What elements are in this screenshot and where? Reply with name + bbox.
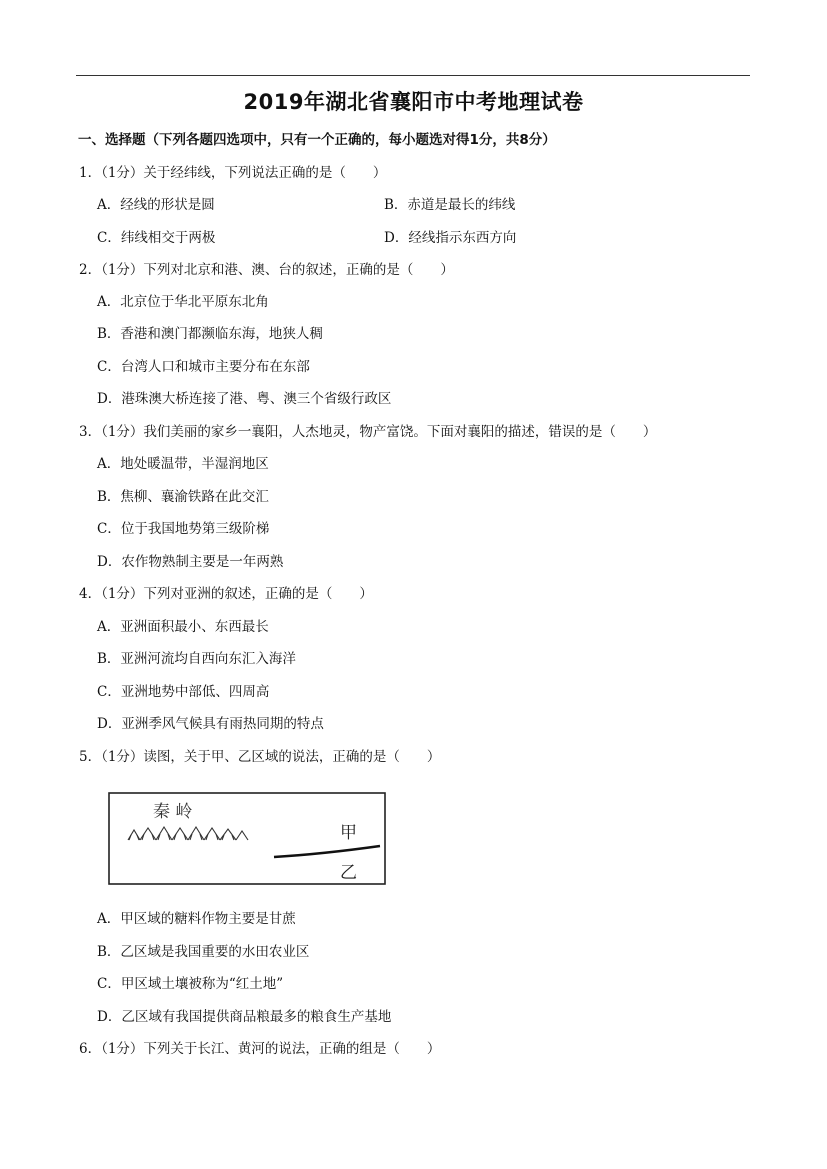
header-rule [76, 75, 750, 76]
question-1-option-d[interactable]: D．经线指示东西方向 [384, 230, 517, 246]
question-2-stem: 2．（1分）下列对北京和港、澳、台的叙述，正确的是（ ） [79, 262, 454, 278]
question-3-option-c[interactable]: C．位于我国地势第三级阶梯 [97, 521, 270, 537]
question-5-option-b[interactable]: B．乙区域是我国重要的水田农业区 [97, 944, 310, 960]
question-5-stem: 5．（1分）读图，关于甲、乙区域的说法，正确的是（ ） [79, 749, 441, 765]
question-3-option-a[interactable]: A．地处暖温带，半湿润地区 [97, 456, 269, 472]
question-3-stem: 3．（1分）我们美丽的家乡一襄阳，人杰地灵，物产富饶。下面对襄阳的描述，错误的是（ ） [79, 424, 657, 440]
question-3-option-b[interactable]: B．焦柳、襄渝铁路在此交汇 [97, 489, 269, 505]
question-4-stem: 4．（1分）下列对亚洲的叙述，正确的是（ ） [79, 586, 373, 602]
question-1-option-a[interactable]: A．经线的形状是圆 [97, 197, 215, 213]
page-title: 2019年湖北省襄阳市中考地理试卷 [243, 90, 584, 114]
section-heading: 一、选择题（下列各题四选项中，只有一个正确的，每小题选对得1分，共8分） [78, 132, 556, 148]
question-3-option-d[interactable]: D．农作物熟制主要是一年两熟 [97, 554, 284, 570]
question-4-option-c[interactable]: C．亚洲地势中部低、四周高 [97, 684, 270, 700]
region-yi-label: 乙 [340, 863, 357, 883]
question-2-option-b[interactable]: B．香港和澳门都濒临东海，地狭人稠 [97, 326, 323, 342]
question-2-option-a[interactable]: A．北京位于华北平原东北角 [97, 294, 269, 310]
qinling-label: 秦 岭 [153, 802, 193, 822]
question-5-option-c[interactable]: C．甲区域土壤被称为“红土地” [97, 976, 284, 992]
question-4-option-a[interactable]: A．亚洲面积最小、东西最长 [97, 619, 269, 635]
question-6-stem: 6．（1分）下列关于长江、黄河的说法，正确的组是（ ） [79, 1041, 441, 1057]
question-1-option-c[interactable]: C．纬线相交于两极 [97, 230, 216, 246]
question-5-option-a[interactable]: A．甲区域的糖料作物主要是甘蔗 [97, 911, 296, 927]
question-4-option-d[interactable]: D．亚洲季风气候具有雨热同期的特点 [97, 716, 324, 732]
question-2-option-d[interactable]: D．港珠澳大桥连接了港、粤、澳三个省级行政区 [97, 391, 392, 407]
question-2-option-c[interactable]: C．台湾人口和城市主要分布在东部 [97, 359, 310, 375]
region-jia-label: 甲 [340, 823, 357, 843]
question-1-option-b[interactable]: B．赤道是最长的纬线 [384, 197, 516, 213]
question-1-stem: 1．（1分）关于经纬线，下列说法正确的是（ ） [79, 165, 387, 181]
qinling-map-figure [108, 792, 386, 885]
question-5-option-d[interactable]: D．乙区域有我国提供商品粮最多的粮食生产基地 [97, 1009, 392, 1025]
question-4-option-b[interactable]: B．亚洲河流均自西向东汇入海洋 [97, 651, 296, 667]
